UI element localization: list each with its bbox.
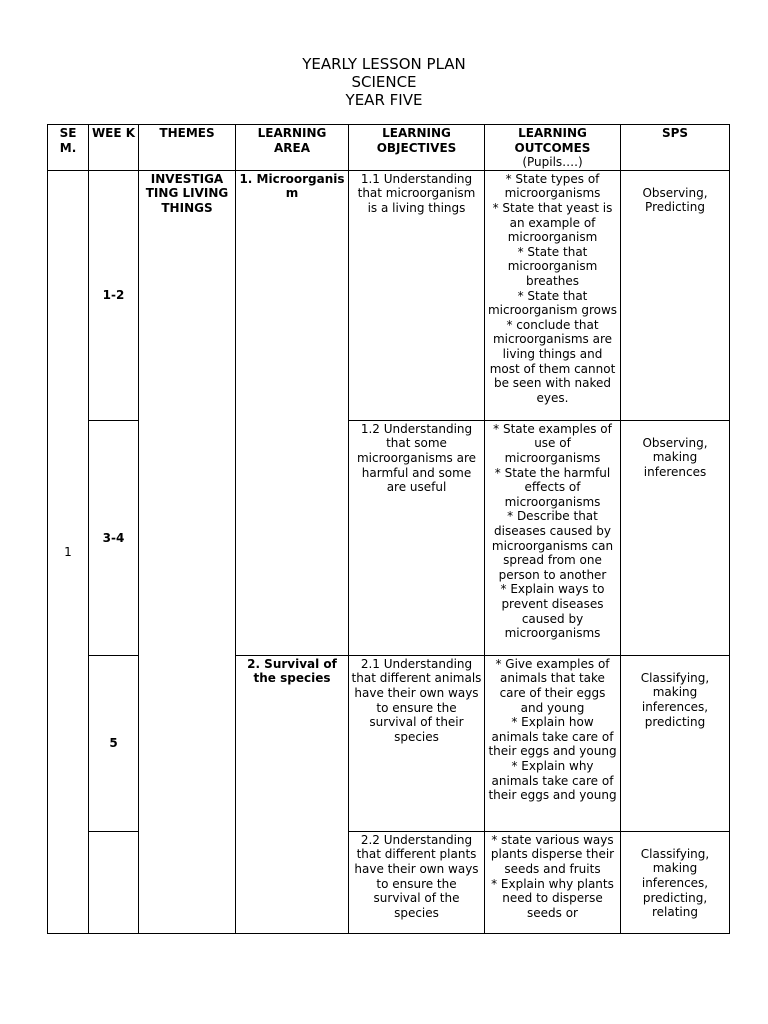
title-line-1: YEARLY LESSON PLAN — [302, 55, 466, 73]
outcomes-cell — [485, 831, 621, 933]
learning-area-cell: 1. Microorganis m — [236, 170, 349, 655]
header-outcomes-label: LEARNING OUTCOMES — [514, 126, 591, 155]
outcome-item: * Explain ways to prevent diseases caused by microorganisms — [500, 582, 605, 641]
outcome-item: * Describe that diseases caused by microorganisms can spread from one person to another — [491, 509, 614, 582]
week-cell: 1-2 — [89, 170, 139, 420]
objective-cell: 1.2 Understanding that some microorganisms are harmful and some are useful — [349, 420, 485, 655]
header-outcomes-sub: (Pupils….) — [522, 155, 583, 170]
outcome-item: * State examples of use of microorganisms — [493, 421, 612, 465]
outcome-item: * State the harmful effects of microorganisms — [494, 465, 611, 509]
outcomes-cell — [485, 420, 621, 655]
outcome-item: * State types of microorganisms — [504, 171, 601, 201]
outcomes-cell — [485, 655, 621, 831]
header-learning-objectives: LEARNING OBJECTIVES — [349, 125, 485, 171]
header-learning-outcomes — [485, 125, 621, 171]
objective-cell: 1.1 Understanding that microorganism is a living things — [349, 170, 485, 420]
sps-cell: Classifying, making inferences, predicting — [621, 655, 730, 831]
outcome-item: * Explain why animals take care of their eggs and young — [488, 758, 617, 803]
week-cell: 5 — [89, 655, 139, 831]
header-sem: SE M. — [48, 125, 89, 171]
objective-cell: 2.1 Understanding that different animals have their own ways to ensure the survival of their species — [349, 655, 485, 831]
week-cell: 3-4 — [89, 420, 139, 655]
outcome-item: * state various ways plants disperse their seeds and fruits — [490, 832, 615, 876]
outcomes-cell — [485, 170, 621, 420]
title-line-2: SCIENCE — [351, 73, 417, 91]
learning-area-cell: 2. Survival of the species — [236, 655, 349, 933]
outcome-item: * Give examples of animals that take care of their eggs and young — [495, 656, 610, 715]
objective-cell: 2.2 Understanding that different plants have their own ways to ensure the survival of the species — [349, 831, 485, 933]
header-learning-area: LEARNING AREA — [236, 125, 349, 171]
theme-cell: INVESTIGA TING LIVING THINGS — [139, 170, 236, 933]
title-line-3: YEAR FIVE — [345, 91, 423, 109]
sps-cell: Observing, Predicting — [621, 170, 730, 420]
week-cell — [89, 831, 139, 933]
header-themes: THEMES — [139, 125, 236, 171]
outcome-item: * State that yeast is an example of microorganism — [492, 200, 613, 245]
outcome-item: * conclude that microorganisms are living things and most of them cannot be seen with naked eyes. — [489, 317, 616, 405]
sem-cell: 1 — [48, 170, 89, 933]
header-sps: SPS — [621, 125, 730, 171]
sps-cell: Classifying, making inferences, predicting, relating — [621, 831, 730, 933]
outcome-item: * State that microorganism grows — [487, 288, 618, 318]
outcome-item: * Explain how animals take care of their eggs and young — [488, 715, 617, 759]
outcome-item: * Explain why plants need to disperse seeds or — [491, 876, 614, 920]
lesson-plan-table — [47, 124, 730, 934]
header-row — [48, 125, 730, 171]
table-row — [48, 170, 730, 420]
outcome-item: * State that microorganism breathes — [507, 244, 598, 288]
document-title — [0, 55, 768, 109]
sps-cell: Observing, making inferences — [621, 420, 730, 655]
header-week: WEE K — [89, 125, 139, 171]
